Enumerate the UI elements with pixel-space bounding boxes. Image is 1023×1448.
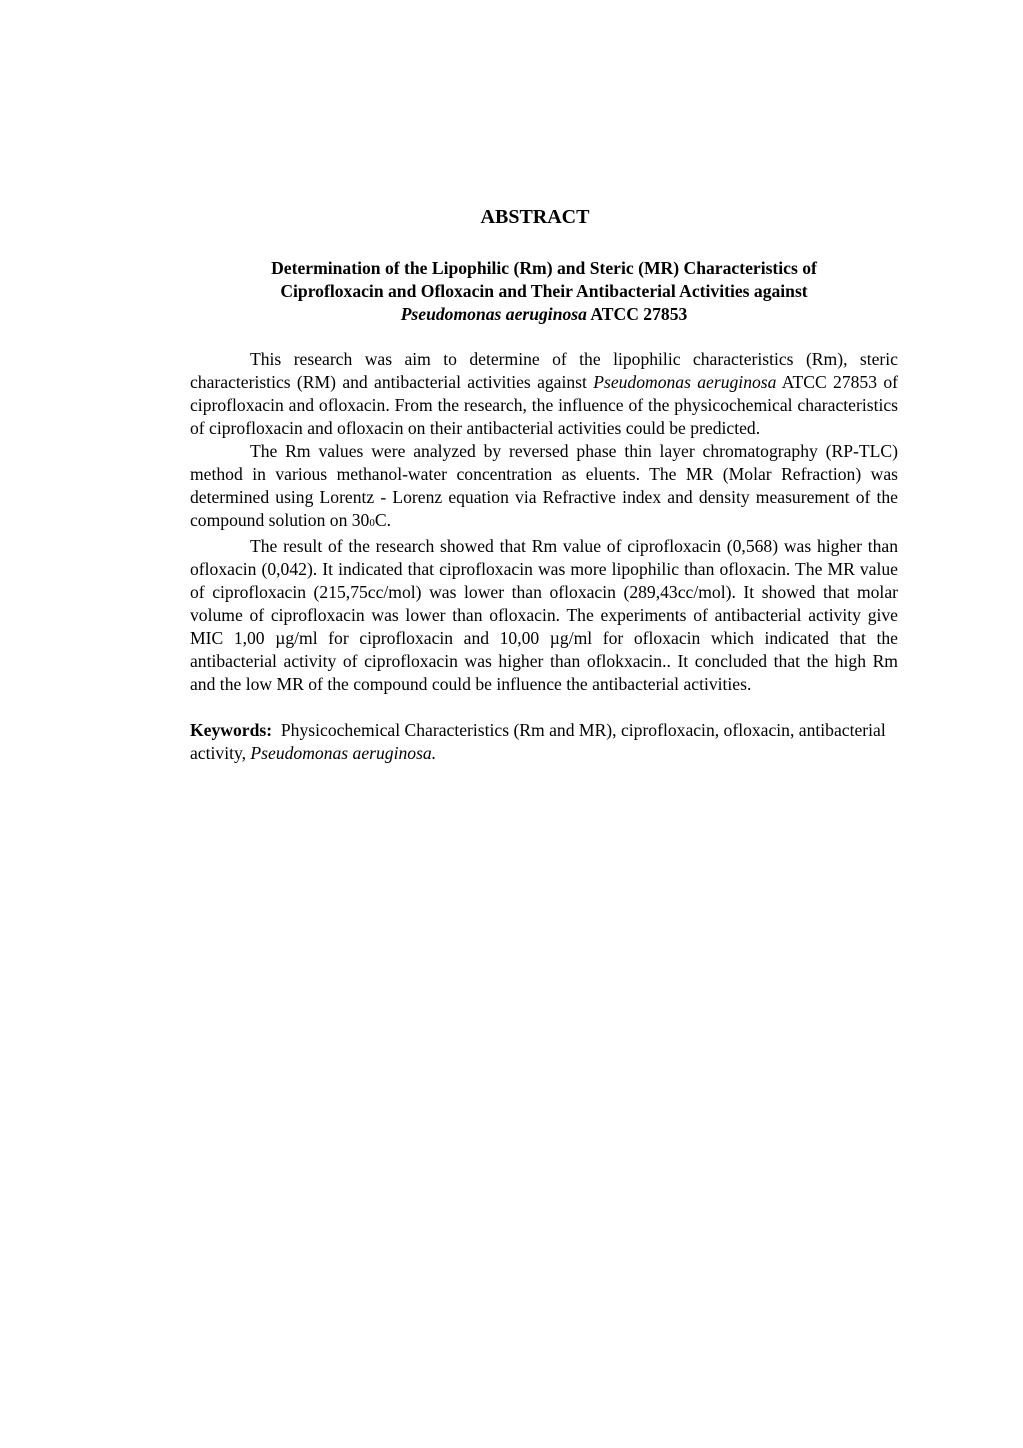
title-line-3 [190, 303, 898, 326]
abstract-paragraph-1 [190, 348, 898, 440]
paper-title [190, 257, 898, 326]
p1-text-b: ATCC 27853 of ciprofloxacin and ofloxacin. From the research, the influence of the physicochemical characteristics of ciprofloxacin and ofloxacin on their antibacterial activities could be predicted. [190, 372, 898, 438]
p2-text-a: The Rm values were analyzed by reversed phase thin layer chromatography (RP-TLC) method in various methanol-water concentration as eluents. The MR (Molar Refraction) was determined using Lorentz - Lorenz equation via Refractive index and density measurement of the compound solution on 30 [190, 441, 898, 530]
title-line-1: Determination of the Lipophilic (Rm) and Steric (MR) Characteristics of [271, 258, 817, 278]
degree-mark: 0 [369, 517, 375, 529]
abstract-paragraph-2 [190, 440, 898, 535]
keywords [190, 719, 898, 765]
p1-species: Pseudomonas aeruginosa [593, 372, 777, 392]
title-species: Pseudomonas aeruginosa [400, 304, 587, 324]
abstract-body [190, 348, 898, 765]
title-strain: ATCC 27853 [586, 304, 688, 324]
keywords-species: Pseudomonas aeruginosa. [250, 743, 437, 763]
abstract-paragraph-3: The result of the research showed that Rm value of ciprofloxacin (0,568) was higher than ofloxacin (0,042). It indicated that ciprofloxacin was more lipophilic than ofloxacin. The MR value of ciprofloxacin (215,75cc/mol) was lower than ofloxacin (289,43cc/mol). It showed that molar volume of ciprofloxacin was lower than ofloxacin. The experiments of antibacterial activity give MIC 1,00 µg/ml for ciprofloxacin and 10,00 µg/ml for ofloxacin which indicated that the antibacterial activity of ciprofloxacin was higher than oflokxacin.. It concluded that the high Rm and the low MR of the compound could be influence the antibacterial activities. [190, 536, 898, 694]
keywords-text: Physicochemical Characteristics (Rm and MR), ciprofloxacin, ofloxacin, antibacterial activity, [190, 720, 891, 763]
keywords-label: Keywords: [190, 720, 273, 740]
p2-text-b: C. [374, 510, 391, 530]
p1-text-a: This research was aim to determine of the lipophilic characteristics (Rm), steric characteristics (RM) and antibacterial activities against [190, 349, 898, 392]
abstract-heading: ABSTRACT [480, 206, 590, 228]
title-line-2: Ciprofloxacin and Ofloxacin and Their Antibacterial Activities against [280, 281, 808, 301]
